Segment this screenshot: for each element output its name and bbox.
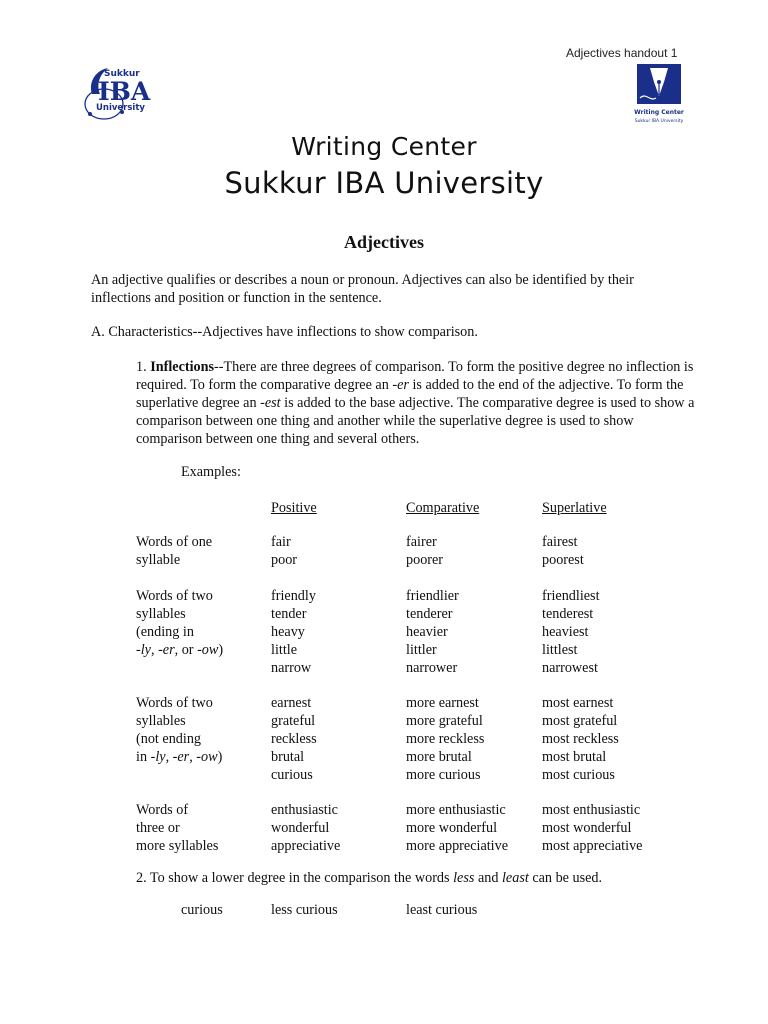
svg-text:Sukkur: Sukkur [104,69,140,79]
examples-label: Examples: [181,464,241,480]
header-comparative: Comparative [406,500,480,516]
term-inflections: Inflections [150,359,215,375]
group-label: Words of two syllables (not ending in -ly, -er, -ow) [136,695,223,765]
comparative-column: fairer poorer [406,534,444,568]
point-1-paragraph: 1. Inflections--There are three degrees of comparison. To form the positive degree no inflection is required. To form the comparative degree an -er is added to the end of the adjective. To form the superlative degree an -est is added to the base adjective. The comparative degree is used to show a comparison between one thing and another while the superlative degree is used to show comparison between one thing and several others. [136,359,695,447]
title-university: Sukkur IBA University [224,166,544,200]
group-label: Words of two syllables (ending in -ly, -er, or -ow) [136,588,224,658]
positive-column: earnest grateful reckless brutal curious [271,695,317,783]
writing-center-logo [634,62,684,128]
point-2-paragraph: 2. To show a lower degree in the comparison the words less and least can be used. [136,870,603,886]
handout-label: Adjectives handout 1 [566,46,678,60]
lower-degree-least: least curious [406,902,478,918]
lower-degree-less: less curious [271,902,338,918]
positive-column: enthusiastic wonderful appreciative [271,802,341,854]
header-positive: Positive [271,500,317,516]
heading-adjectives: Adjectives [344,232,424,252]
superlative-column: friendliest tenderest heaviest littlest narrowest [542,588,600,676]
section-a-heading: A. Characteristics--Adjectives have inflections to show comparison. [91,324,478,340]
positive-column: fair poor [271,534,298,568]
positive-column: friendly tender heavy little narrow [271,588,316,676]
comparative-column: more enthusiastic more wonderful more appreciative [406,802,509,854]
header-superlative: Superlative [542,500,607,516]
comparative-column: friendlier tenderer heavier littler narrower [406,588,459,676]
pen-nib-logo-icon [634,62,684,128]
svg-text:Sukkur IBA University: Sukkur IBA University [634,119,684,124]
comparative-column: more earnest more grateful more reckless more brutal more curious [406,695,485,783]
superlative-column: most earnest most grateful most reckless most brutal most curious [542,695,619,783]
group-label: Words of one syllable [136,534,213,568]
svg-text:IBA: IBA [98,77,151,106]
sukkur-iba-logo [82,64,160,124]
intro-paragraph: An adjective qualifies or describes a noun or pronoun. Adjectives can also be identified by their inflections and position or function in the sentence. [91,272,634,306]
superlative-column: fairest poorest [542,534,584,568]
sukkur-iba-logo-icon [82,64,160,124]
svg-text:University: University [96,103,145,113]
superlative-column: most enthusiastic most wonderful most appreciative [542,802,643,854]
svg-text:Writing Center: Writing Center [634,109,684,116]
group-label: Words of three or more syllables [136,802,219,854]
title-writing-center: Writing Center [291,132,477,161]
lower-degree-positive: curious [181,902,223,918]
